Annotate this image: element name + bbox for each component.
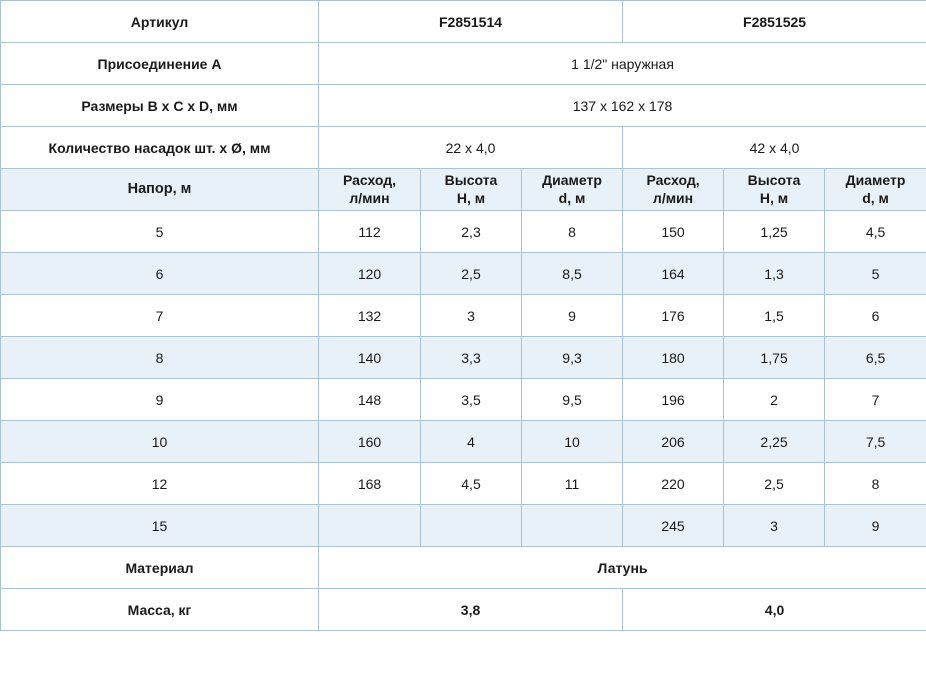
column-header-diameter-1-line2: d, м bbox=[558, 189, 586, 206]
row-label-nozzles: Количество насадок шт. x Ø, мм bbox=[1, 127, 319, 169]
cell-height-2: 1,3 bbox=[724, 253, 825, 295]
dimensions-value: 137 x 162 x 178 bbox=[319, 85, 926, 127]
cell-napor: 5 bbox=[1, 211, 319, 253]
cell-diameter-1: 11 bbox=[522, 463, 623, 505]
cell-napor: 8 bbox=[1, 337, 319, 379]
article-number-1: F2851514 bbox=[319, 1, 623, 43]
cell-diameter-2: 5 bbox=[825, 253, 926, 295]
nozzles-value-2: 42 x 4,0 bbox=[623, 127, 926, 169]
cell-flow-1: 132 bbox=[319, 295, 421, 337]
cell-diameter-2: 9 bbox=[825, 505, 926, 547]
cell-flow-2: 164 bbox=[623, 253, 724, 295]
cell-height-1: 3 bbox=[421, 295, 522, 337]
cell-height-2: 1,5 bbox=[724, 295, 825, 337]
cell-flow-1: 168 bbox=[319, 463, 421, 505]
cell-napor: 9 bbox=[1, 379, 319, 421]
cell-napor: 10 bbox=[1, 421, 319, 463]
cell-napor: 7 bbox=[1, 295, 319, 337]
column-header-flow-1-line2: л/мин bbox=[349, 189, 390, 206]
table-row-dimensions bbox=[1, 85, 926, 127]
column-header-flow-1-line1: Расход, bbox=[342, 172, 397, 188]
column-header-flow-2-line2: л/мин bbox=[652, 189, 694, 206]
cell-flow-2: 150 bbox=[623, 211, 724, 253]
table-row-nozzles bbox=[1, 127, 926, 169]
column-header-height-2 bbox=[724, 169, 825, 211]
cell-flow-2: 180 bbox=[623, 337, 724, 379]
cell-flow-2: 176 bbox=[623, 295, 724, 337]
table-row-subheader bbox=[1, 169, 926, 211]
cell-diameter-1 bbox=[522, 505, 623, 547]
cell-height-1: 2,3 bbox=[421, 211, 522, 253]
column-header-diameter-2-line2: d, м bbox=[862, 189, 889, 206]
cell-diameter-2: 6,5 bbox=[825, 337, 926, 379]
column-header-height-2-line1: Высота bbox=[747, 172, 801, 188]
column-header-diameter-1 bbox=[522, 169, 623, 211]
table-row-connection bbox=[1, 43, 926, 85]
row-label-material: Материал bbox=[1, 547, 319, 589]
table-row bbox=[1, 253, 926, 295]
connection-value: 1 1/2" наружная bbox=[319, 43, 926, 85]
column-header-napor: Напор, м bbox=[1, 169, 319, 211]
cell-height-2: 1,25 bbox=[724, 211, 825, 253]
table-row bbox=[1, 463, 926, 505]
column-header-flow-2 bbox=[623, 169, 724, 211]
cell-height-1: 4,5 bbox=[421, 463, 522, 505]
cell-height-1: 4 bbox=[421, 421, 522, 463]
cell-height-2: 2 bbox=[724, 379, 825, 421]
cell-flow-1 bbox=[319, 505, 421, 547]
table-row bbox=[1, 211, 926, 253]
column-header-diameter-1-line1: Диаметр bbox=[542, 172, 602, 188]
cell-diameter-2: 4,5 bbox=[825, 211, 926, 253]
cell-flow-2: 196 bbox=[623, 379, 724, 421]
cell-diameter-1: 8 bbox=[522, 211, 623, 253]
cell-diameter-1: 9,5 bbox=[522, 379, 623, 421]
cell-flow-2: 245 bbox=[623, 505, 724, 547]
nozzles-value-1: 22 x 4,0 bbox=[319, 127, 623, 169]
column-header-height-1-line1: Высота bbox=[444, 172, 498, 188]
cell-diameter-2: 7 bbox=[825, 379, 926, 421]
table-row-article bbox=[1, 1, 926, 43]
mass-value-1: 3,8 bbox=[319, 589, 623, 631]
cell-flow-1: 148 bbox=[319, 379, 421, 421]
cell-height-1 bbox=[421, 505, 522, 547]
cell-height-1: 3,3 bbox=[421, 337, 522, 379]
article-number-2: F2851525 bbox=[623, 1, 926, 43]
row-label-dimensions: Размеры B x C x D, мм bbox=[1, 85, 319, 127]
table-row bbox=[1, 421, 926, 463]
material-value: Латунь bbox=[319, 547, 926, 589]
cell-flow-2: 220 bbox=[623, 463, 724, 505]
column-header-diameter-2-line1: Диаметр bbox=[845, 172, 906, 188]
table-row-material bbox=[1, 547, 926, 589]
cell-napor: 6 bbox=[1, 253, 319, 295]
column-header-diameter-2 bbox=[825, 169, 926, 211]
mass-value-2: 4,0 bbox=[623, 589, 926, 631]
row-label-article: Артикул bbox=[1, 1, 319, 43]
cell-diameter-1: 8,5 bbox=[522, 253, 623, 295]
table-row bbox=[1, 505, 926, 547]
column-header-height-2-line2: H, м bbox=[759, 189, 789, 206]
cell-napor: 12 bbox=[1, 463, 319, 505]
cell-height-1: 2,5 bbox=[421, 253, 522, 295]
table-row-mass bbox=[1, 589, 926, 631]
table-row bbox=[1, 295, 926, 337]
table-row bbox=[1, 379, 926, 421]
cell-flow-1: 160 bbox=[319, 421, 421, 463]
row-label-connection: Присоединение A bbox=[1, 43, 319, 85]
cell-height-2: 3 bbox=[724, 505, 825, 547]
cell-napor: 15 bbox=[1, 505, 319, 547]
cell-diameter-1: 9 bbox=[522, 295, 623, 337]
table-row bbox=[1, 337, 926, 379]
row-label-mass: Масса, кг bbox=[1, 589, 319, 631]
column-header-flow-2-line1: Расход, bbox=[646, 172, 700, 188]
cell-diameter-2: 8 bbox=[825, 463, 926, 505]
cell-diameter-1: 10 bbox=[522, 421, 623, 463]
cell-height-1: 3,5 bbox=[421, 379, 522, 421]
cell-flow-1: 120 bbox=[319, 253, 421, 295]
cell-height-2: 2,25 bbox=[724, 421, 825, 463]
cell-height-2: 1,75 bbox=[724, 337, 825, 379]
cell-flow-1: 112 bbox=[319, 211, 421, 253]
cell-flow-1: 140 bbox=[319, 337, 421, 379]
cell-flow-2: 206 bbox=[623, 421, 724, 463]
column-header-height-1 bbox=[421, 169, 522, 211]
column-header-height-1-line2: H, м bbox=[456, 189, 486, 206]
column-header-flow-1 bbox=[319, 169, 421, 211]
cell-diameter-2: 7,5 bbox=[825, 421, 926, 463]
cell-diameter-1: 9,3 bbox=[522, 337, 623, 379]
cell-diameter-2: 6 bbox=[825, 295, 926, 337]
cell-height-2: 2,5 bbox=[724, 463, 825, 505]
